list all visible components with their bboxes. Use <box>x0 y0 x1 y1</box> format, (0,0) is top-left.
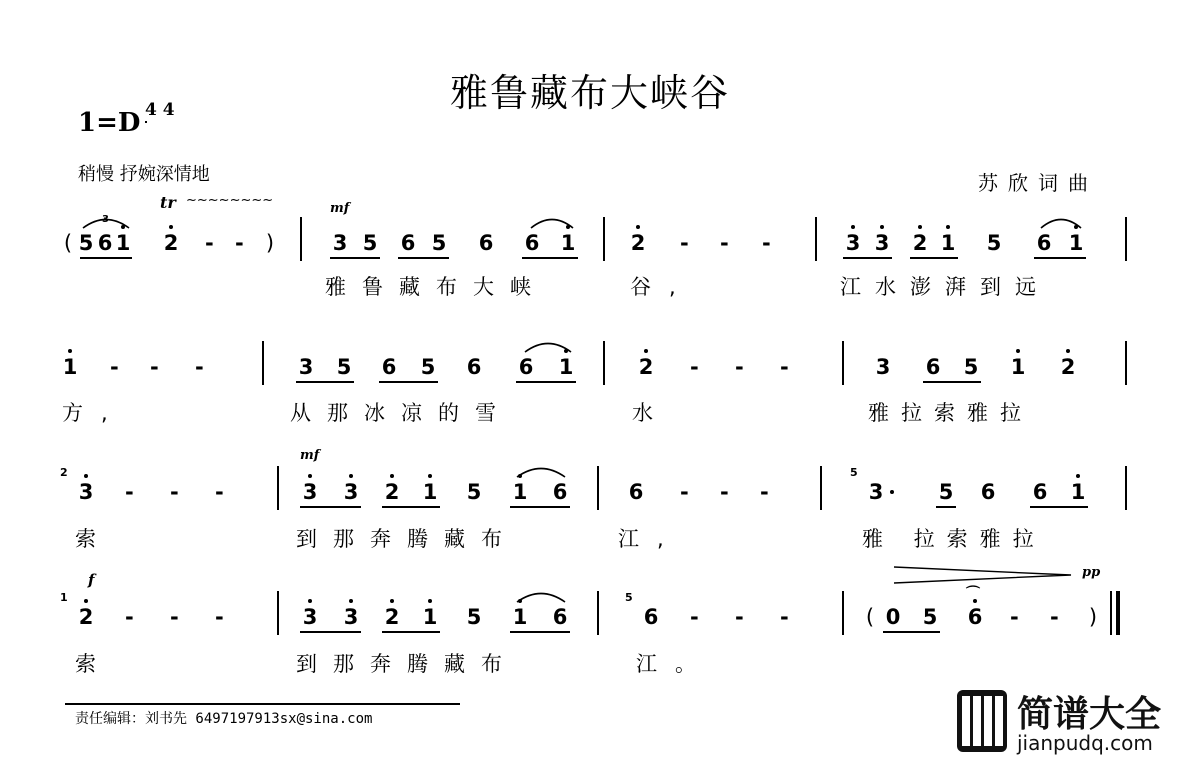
augmentation-dot <box>890 490 894 494</box>
note: 5 <box>362 231 378 255</box>
mf-marking: mf <box>300 448 320 463</box>
beam-line <box>379 381 438 383</box>
barline <box>820 466 822 510</box>
note: 1 <box>560 231 576 255</box>
octave-dot-high <box>390 474 394 478</box>
lyric: 江。 <box>636 652 714 676</box>
note: 2 <box>912 231 928 255</box>
beam-line <box>1030 506 1088 508</box>
beam-line <box>516 381 576 383</box>
note: 6 <box>1036 231 1052 255</box>
beam-line <box>398 257 449 259</box>
note: 3 <box>343 480 359 504</box>
beam-line <box>843 257 892 259</box>
sustain-dash: - <box>680 480 689 504</box>
octave-dot-high <box>68 349 72 353</box>
barline <box>1125 217 1127 261</box>
pp-marking: pp <box>1082 565 1101 580</box>
octave-dot-high <box>84 599 88 603</box>
note: 6 <box>552 605 568 629</box>
sustain-dash: - <box>735 605 744 629</box>
lyric: 到那奔腾藏布 <box>296 652 518 676</box>
sustain-dash: - <box>215 480 224 504</box>
time-signature <box>145 100 175 120</box>
beam-line <box>522 257 578 259</box>
sustain-dash: - <box>690 605 699 629</box>
beam-line <box>910 257 958 259</box>
note: 3 <box>332 231 348 255</box>
octave-dot-high <box>169 225 173 229</box>
sustain-dash: - <box>215 605 224 629</box>
note: 5 <box>420 355 436 379</box>
octave-dot-high <box>308 474 312 478</box>
beam-line <box>510 631 570 633</box>
lyric: 索 <box>75 652 114 676</box>
sustain-dash: - <box>720 480 729 504</box>
note: 1 <box>558 355 574 379</box>
sustain-dash: - <box>720 231 729 255</box>
lyric: 谷, <box>630 275 694 299</box>
octave-dot-high <box>1066 349 1070 353</box>
octave-dot-high <box>880 225 884 229</box>
sustain-dash: - <box>150 355 159 379</box>
time-bottom: 4 <box>162 100 175 120</box>
grace-note: 2 <box>60 466 68 479</box>
slur <box>530 215 574 229</box>
beam-line <box>382 506 440 508</box>
lyric: 江, <box>618 527 682 551</box>
note: 1 <box>940 231 956 255</box>
note: 0 <box>885 605 901 629</box>
octave-dot-high <box>946 225 950 229</box>
sustain-dash: - <box>1050 605 1059 629</box>
octave-dot-high <box>428 474 432 478</box>
note: 1 <box>1010 355 1026 379</box>
lyric: 水 <box>632 401 671 425</box>
barline <box>603 341 605 385</box>
lyric: 江水澎湃到远 <box>840 275 1050 299</box>
octave-dot-high <box>349 599 353 603</box>
note: 6 <box>466 355 482 379</box>
footer-rule <box>65 703 460 705</box>
beam-line <box>80 257 132 259</box>
lyric: 雅鲁藏布大峡 <box>325 275 547 299</box>
note: 2 <box>163 231 179 255</box>
lyric: 从那冰凉的雪 <box>290 401 512 425</box>
beam-line <box>300 506 361 508</box>
grace-note: 1 <box>60 591 68 604</box>
sustain-dash: - <box>205 231 214 255</box>
note: 3 <box>845 231 861 255</box>
note: 6 <box>628 480 644 504</box>
sustain-dash: - <box>110 355 119 379</box>
slur <box>516 464 566 478</box>
sustain-dash: - <box>170 605 179 629</box>
note: 1 <box>115 231 131 255</box>
note: 5 <box>963 355 979 379</box>
sustain-dash: - <box>780 355 789 379</box>
fermata: ⌒ <box>966 586 980 602</box>
note: 6 <box>518 355 534 379</box>
sustain-dash: - <box>760 480 769 504</box>
final-barline-thick <box>1116 591 1120 635</box>
octave-dot-high <box>644 349 648 353</box>
slur <box>82 215 130 229</box>
note: 6 <box>1032 480 1048 504</box>
note: 6 <box>925 355 941 379</box>
octave-dot-high <box>1076 474 1080 478</box>
logo-url: jianpudq.com <box>1017 731 1153 755</box>
note: 5 <box>431 231 447 255</box>
note: 3 <box>875 355 891 379</box>
note: 2 <box>1060 355 1076 379</box>
beam-line <box>923 381 981 383</box>
final-barline-thin <box>1110 591 1112 635</box>
decrescendo-hairpin <box>893 565 1073 585</box>
beam-line <box>936 506 956 508</box>
note: 6 <box>400 231 416 255</box>
grace-note: 5 <box>850 466 858 479</box>
note: 5 <box>938 480 954 504</box>
note: 1 <box>62 355 78 379</box>
beam-line <box>510 506 570 508</box>
sustain-dash: - <box>235 231 244 255</box>
barline <box>277 591 279 635</box>
f-marking: f <box>88 571 95 589</box>
note: 6 <box>967 605 983 629</box>
note: 1 <box>1070 480 1086 504</box>
lyric: 雅拉索雅拉 <box>868 401 1033 425</box>
mf-marking: mf <box>330 201 350 216</box>
note: 5 <box>336 355 352 379</box>
site-logo <box>955 688 1180 756</box>
beam-line <box>296 381 354 383</box>
sustain-dash: - <box>195 355 204 379</box>
time-top: 4 <box>145 100 157 120</box>
composer-credit: 苏欣词曲 <box>978 171 1098 195</box>
barline <box>842 591 844 635</box>
sustain-dash: - <box>1010 605 1019 629</box>
note: 6 <box>552 480 568 504</box>
beam-line <box>330 257 380 259</box>
octave-dot-high <box>428 599 432 603</box>
sustain-dash: - <box>690 355 699 379</box>
beam-line <box>883 631 940 633</box>
paren-close: ) <box>1088 605 1098 629</box>
note: 1 <box>512 605 528 629</box>
beam-line <box>1034 257 1086 259</box>
trill-mark: tr <box>160 193 176 212</box>
note: 6 <box>97 231 113 255</box>
barline <box>597 591 599 635</box>
barline <box>597 466 599 510</box>
note: 3 <box>302 605 318 629</box>
octave-dot-high <box>390 599 394 603</box>
note: 3 <box>78 480 94 504</box>
note: 6 <box>381 355 397 379</box>
note: 2 <box>78 605 94 629</box>
octave-dot-high <box>308 599 312 603</box>
logo-text: 简谱大全 <box>1017 694 1162 735</box>
barline <box>277 466 279 510</box>
sustain-dash: - <box>780 605 789 629</box>
note: 5 <box>466 605 482 629</box>
octave-dot-high <box>636 225 640 229</box>
barline <box>1125 466 1127 510</box>
barline <box>603 217 605 261</box>
sustain-dash: - <box>680 231 689 255</box>
sustain-dash: - <box>125 480 134 504</box>
note: 3 <box>298 355 314 379</box>
sustain-dash: - <box>125 605 134 629</box>
beam-line <box>300 631 361 633</box>
paren-close: ) <box>265 231 275 255</box>
note: 1 <box>1068 231 1084 255</box>
octave-dot-high <box>349 474 353 478</box>
note: 6 <box>980 480 996 504</box>
score-title: 雅鲁藏布大峡谷 <box>449 71 730 115</box>
paren-open: ( <box>865 605 875 629</box>
slur <box>516 589 566 603</box>
note: 5 <box>78 231 94 255</box>
barline <box>815 217 817 261</box>
beam-line <box>382 631 440 633</box>
paren-open: ( <box>63 231 73 255</box>
editor-credit: 责任编辑：刘书先 6497197913sx@sina.com <box>75 711 373 727</box>
slur <box>524 339 572 353</box>
octave-dot-high <box>851 225 855 229</box>
note: 3 <box>343 605 359 629</box>
octave-dot-high <box>1016 349 1020 353</box>
note: 1 <box>422 480 438 504</box>
tempo-marking: 稍慢 抒婉深情地 <box>78 164 210 185</box>
octave-dot-high <box>84 474 88 478</box>
sustain-dash: - <box>762 231 771 255</box>
lyric: 索 <box>75 527 114 551</box>
key-signature: 1=D <box>78 108 141 138</box>
trill-wave: ~~~~~~~~ <box>186 193 274 208</box>
lyric: 雅 拉索雅拉 <box>862 527 1046 551</box>
triplet-mark: 3 <box>102 214 109 225</box>
note: 3 <box>868 480 884 504</box>
note: 2 <box>384 480 400 504</box>
note: 2 <box>384 605 400 629</box>
note: 6 <box>524 231 540 255</box>
barline <box>262 341 264 385</box>
slur <box>1040 215 1082 229</box>
octave-dot-high <box>918 225 922 229</box>
note: 3 <box>874 231 890 255</box>
lyric: 方, <box>62 401 126 425</box>
note: 6 <box>643 605 659 629</box>
grace-note: 5 <box>625 591 633 604</box>
sustain-dash: - <box>735 355 744 379</box>
note: 2 <box>638 355 654 379</box>
note: 6 <box>478 231 494 255</box>
sustain-dash: - <box>170 480 179 504</box>
note: 5 <box>986 231 1002 255</box>
lyric: 到那奔腾藏布 <box>296 527 518 551</box>
barline <box>1125 341 1127 385</box>
note: 3 <box>302 480 318 504</box>
note: 1 <box>512 480 528 504</box>
note: 1 <box>422 605 438 629</box>
note: 5 <box>922 605 938 629</box>
barline <box>300 217 302 261</box>
barline <box>842 341 844 385</box>
note: 2 <box>630 231 646 255</box>
note: 5 <box>466 480 482 504</box>
